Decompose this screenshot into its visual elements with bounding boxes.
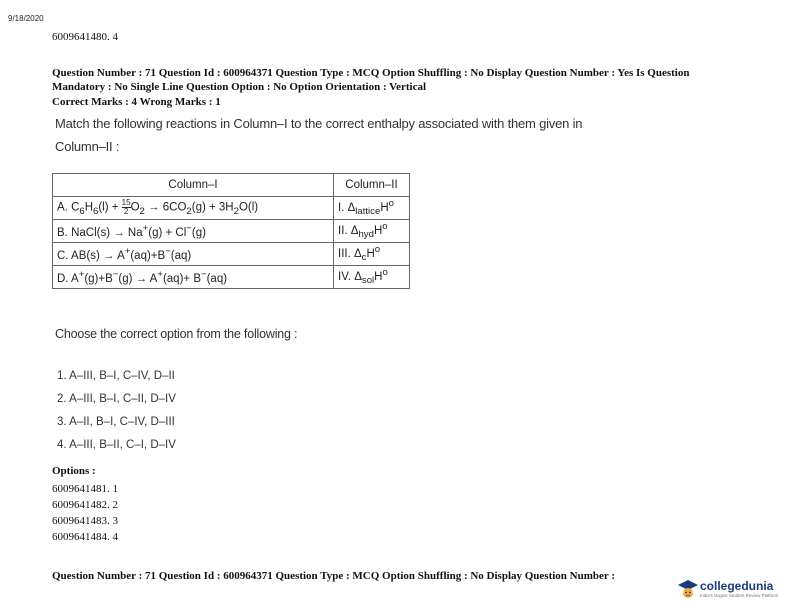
enthalpy-ii: II. $\Delta_{hyd}H^o$ bbox=[334, 220, 410, 243]
reaction-c: C. AB(s) → A+(aq)+B−(aq) bbox=[53, 243, 334, 266]
row-numeral: III. bbox=[338, 248, 351, 261]
table-header-row bbox=[53, 174, 410, 197]
choice-1: 1. A–III, B–I, C–IV, D–II bbox=[57, 370, 175, 382]
row-label: C. bbox=[57, 249, 69, 262]
graduation-cap-icon bbox=[678, 578, 698, 600]
row-numeral: II. bbox=[338, 225, 348, 238]
enthalpy-iii: III. $\Delta_cH^o$ bbox=[334, 243, 410, 266]
previous-option-id: 6009641480. 4 bbox=[52, 31, 118, 43]
question-text-line-2: Column–II : bbox=[55, 139, 120, 154]
question-marks: Correct Marks : 4 Wrong Marks : 1 bbox=[52, 96, 221, 108]
option-id-3: 6009641483. 3 bbox=[52, 515, 118, 527]
question-meta-line-2: Mandatory : No Single Line Question Option : No Option Orientation : Vertical bbox=[52, 81, 427, 93]
row-label: D. bbox=[57, 272, 69, 285]
options-label: Options : bbox=[52, 465, 96, 477]
table-row bbox=[53, 266, 410, 289]
row-numeral: IV. bbox=[338, 271, 352, 284]
option-id-1: 6009641481. 1 bbox=[52, 483, 118, 495]
next-question-meta: Question Number : 71 Question Id : 600964371 Question Type : MCQ Option Shuffling : No Display Question Number : bbox=[52, 570, 615, 582]
choice-3: 3. A–II, B–I, C–IV, D–III bbox=[57, 416, 175, 428]
choice-4: 4. A–III, B–II, C–I, D–IV bbox=[57, 439, 176, 451]
column-2-header: Column–II bbox=[334, 174, 410, 197]
match-table bbox=[52, 173, 410, 289]
collegedunia-logo bbox=[678, 576, 788, 606]
logo-tagline: India's largest Student Review Platform bbox=[700, 593, 779, 598]
reaction-a: A. $C_6H_6(l)$ + $\frac{15}{2}$ $O_2 \to 6CO_2(g) + 3H_2O(l)$ bbox=[53, 197, 334, 220]
enthalpy-iv: IV. $\Delta_{sol}H^o$ bbox=[334, 266, 410, 289]
table-row bbox=[53, 197, 410, 220]
choice-2: 2. A–III, B–I, C–II, D–IV bbox=[57, 393, 176, 405]
column-1-header: Column–I bbox=[53, 174, 334, 197]
logo-name: collegedunia bbox=[700, 579, 774, 593]
table-row bbox=[53, 220, 410, 243]
option-id-4: 6009641484. 4 bbox=[52, 531, 118, 543]
question-text-line-1: Match the following reactions in Column–I to the correct enthalpy associated with them given in bbox=[55, 116, 583, 131]
enthalpy-i: I. $\Delta_{lattice}H^o$ bbox=[334, 197, 410, 220]
row-label: A. bbox=[57, 201, 68, 214]
row-numeral: I. bbox=[338, 202, 345, 215]
reaction-d: D. A+(g)+B−(g) → A+(aq)+ B−(aq) bbox=[53, 266, 334, 289]
print-date: 9/18/2020 bbox=[8, 14, 44, 23]
row-label: B. bbox=[57, 226, 68, 239]
choose-instruction: Choose the correct option from the following : bbox=[55, 327, 298, 341]
table-row bbox=[53, 243, 410, 266]
option-id-2: 6009641482. 2 bbox=[52, 499, 118, 511]
reaction-b: B. NaCl(s) → Na+(g) + Cl−(g) bbox=[53, 220, 334, 243]
question-meta-line-1: Question Number : 71 Question Id : 600964371 Question Type : MCQ Option Shuffling : No Display Question Number : Yes Is Question bbox=[52, 67, 690, 79]
